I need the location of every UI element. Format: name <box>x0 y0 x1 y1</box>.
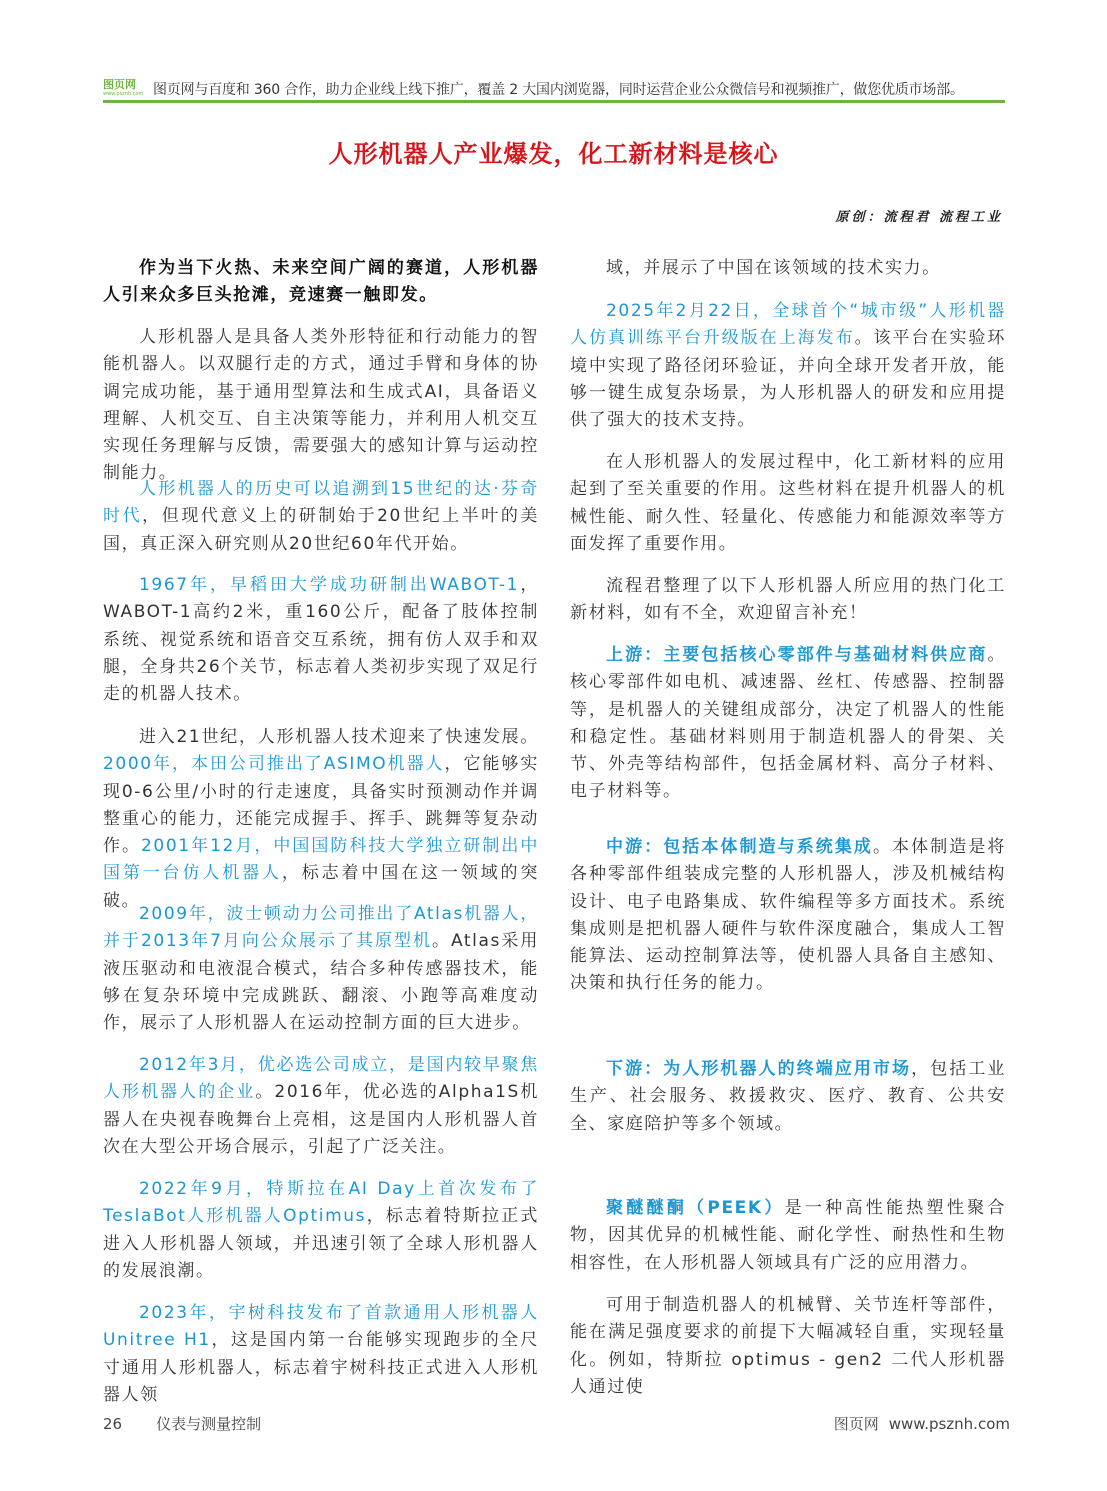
paragraph <box>103 1176 539 1285</box>
highlighted-text: 作为当下火热、未来空间广阔的赛道，人形机器人引来众多巨头抢滩，竞速赛一触即发。 <box>103 258 539 306</box>
paragraph <box>570 573 1006 628</box>
footer-right <box>834 1413 1010 1434</box>
header-slogan: 图页网与百度和 360 合作，助力企业线上线下推广，覆盖 2 大国内浏览器，同时运营企业公众微信号和视频推广，做您优质市场部。 <box>153 82 964 98</box>
paragraph <box>570 298 1006 434</box>
highlighted-text: 上游：主要包括核心零部件与基础材料供应商 <box>606 645 988 665</box>
text-segment: ，这是国内第一台能够实现跑步的全尺寸通用人形机器人，标志着宇树科技正式进入人形机器人领 <box>103 1330 539 1405</box>
page-header <box>103 78 1005 103</box>
site-logo <box>103 78 149 98</box>
text-segment: 进入21世纪，人形机器人技术迎来了快速发展。 <box>139 727 539 747</box>
site-url[interactable]: www.psznh.com <box>888 1415 1010 1433</box>
highlighted-text: 人形机器人的历史可以追溯到15世纪的达·芬奇时代 <box>103 479 539 527</box>
paragraph <box>103 324 539 488</box>
paragraph <box>103 724 539 915</box>
highlighted-text: 下游：为人形机器人的终端应用市场 <box>606 1059 912 1079</box>
text-segment: 在人形机器人的发展过程中，化工新材料的应用起到了至关重要的作用。这些材料在提升机器人的机械性能、耐久性、轻量化、传感能力和能源效率等方面发挥了重要作用。 <box>570 452 1006 554</box>
text-segment: 。核心零部件如电机、减速器、丝杠、传感器、控制器等，是机器人的关键组成部分，决定了机器人的性能和稳定性。基础材料则用于制造机器人的骨架、关节、外壳等结构部件，包括金属材料、高分子材料、电子材料等。 <box>570 645 1006 802</box>
highlighted-text: 1967年，早稻田大学成功研制出WABOT-1 <box>139 575 520 595</box>
logo-text: 图页网 <box>103 78 136 91</box>
highlighted-text: 中游：包括本体制造与系统集成 <box>606 837 873 857</box>
text-segment: ，标志着中国在这一领域的突破。 <box>103 863 539 911</box>
highlighted-text: 2000年，本田公司推出了ASIMO机器人 <box>103 754 445 775</box>
text-segment: 。本体制造是将各种零部件组装成完整的人形机器人，涉及机械结构设计、电子电路集成、软件编程等多方面技术。系统集成则是把机器人硬件与软件深度融合，集成人工智能算法、运动控制算法等，使机器人具备自主感知、决策和执行任务的能力。 <box>570 837 1007 994</box>
article-byline: 原创：流程君 流程工业 <box>835 210 1003 225</box>
text-segment: ，但现代意义上的研制始于20世纪上半叶的美国，真正深入研究则从20世纪60年代开始。 <box>103 506 540 554</box>
highlighted-text: 2022年9月，特斯拉在AI Day上首次发布了TeslaBot人形机器人Optimus <box>103 1179 539 1227</box>
text-segment: 是一种高性能热塑性聚合物，因其优异的机械性能、耐化学性、耐热性和生物相容性，在人形机器人领域具有广泛的应用潜力。 <box>570 1198 1006 1273</box>
text-segment: ，WABOT-1高约2米，重160公斤，配备了肢体控制系统、视觉系统和语音交互系统，拥有仿人双手和双腿，全身共26个关节，标志着人类初步实现了双足行走的机器人技术。 <box>103 575 539 705</box>
paragraph <box>570 255 1006 282</box>
paragraph <box>570 834 1006 998</box>
highlighted-text: 聚醚醚酮（PEEK） <box>606 1198 785 1218</box>
highlighted-text: 2012年3月，优必选公司成立，是国内较早聚焦人形机器人的企业 <box>103 1055 539 1103</box>
paragraph <box>570 449 1006 558</box>
text-segment: 。2016年，优必选的Alpha1S机器人在央视春晚舞台上亮相，这是国内人形机器人首次在大型公开场合展示，引起了广泛关注。 <box>103 1082 539 1157</box>
paragraph <box>570 1195 1006 1277</box>
text-segment: 域，并展示了中国在该领域的技术实力。 <box>606 258 941 278</box>
text-segment: 。该平台在实验环境中实现了路径闭环验证，并向全球开发者开放，能够一键生成复杂场景，为人形机器人的研发和应用提供了强大的技术支持。 <box>570 328 1006 431</box>
footer-left <box>103 1413 261 1434</box>
highlighted-text: 2023年，宇树科技发布了首款通用人形机器人Unitree H1 <box>103 1303 539 1351</box>
text-segment: 可用于制造机器人的机械臂、关节连杆等部件，能在满足强度要求的前提下大幅减轻自重，实现轻量化。例如，特斯拉 optimus - gen2 二代人形机器人通过使 <box>570 1295 1006 1397</box>
paragraph <box>103 572 539 708</box>
paragraph <box>570 1056 1006 1138</box>
paragraph <box>103 1052 539 1161</box>
paragraph <box>103 901 539 1037</box>
article-title: 人形机器人产业爆发，化工新材料是核心 <box>328 140 779 168</box>
site-name: 图页网 <box>833 1415 879 1433</box>
highlighted-text: 2009年，波士顿动力公司推出了Atlas机器人，并于2013年7月向公众展示了其原型机 <box>103 904 539 952</box>
paragraph <box>103 1300 539 1409</box>
paragraph <box>570 1292 1006 1401</box>
journal-name: 仪表与测量控制 <box>156 1415 262 1433</box>
highlighted-text: 2025年2月22日，全球首个“城市级”人形机器人仿真训练平台升级版在上海发布 <box>570 301 1006 349</box>
highlighted-text: 2001年12月，中国国防科技大学独立研制出中国第一台仿人机器人 <box>103 836 539 884</box>
logo-url: www.psznh.com <box>103 91 144 97</box>
paragraph <box>103 476 539 558</box>
text-segment: 。Atlas采用液压驱动和电液混合模式，结合多种传感器技术，能够在复杂环境中完成跳跃、翻滚、小跑等高难度动作，展示了人形机器人在运动控制方面的巨大进步。 <box>103 931 539 1034</box>
paragraph <box>570 642 1006 806</box>
text-segment: ，它能够实现0-6公里/小时的行走速度，具备实时预测动作并调整重心的能力，还能完成握手、挥手、跳舞等复杂动作。 <box>103 754 539 857</box>
text-segment: 流程君整理了以下人形机器人所应用的热门化工新材料，如有不全，欢迎留言补充！ <box>570 576 1006 624</box>
paragraph <box>103 255 539 310</box>
page-number: 26 <box>103 1415 123 1433</box>
text-segment: 人形机器人是具备人类外形特征和行动能力的智能机器人。以双腿行走的方式，通过手臂和身体的协调完成功能，基于通用型算法和生成式AI，具备语义理解、人机交互、自主决策等能力，并利用人机交互实现任务理解与反馈，需要强大的感知计算与运动控制能力。 <box>103 327 539 484</box>
text-segment: ，标志着特斯拉正式进入人形机器人领域，并迅速引领了全球人形机器人的发展浪潮。 <box>103 1206 540 1281</box>
text-segment: ，包括工业生产、社会服务、救援救灾、医疗、教育、公共安全、家庭陪护等多个领域。 <box>570 1059 1007 1134</box>
